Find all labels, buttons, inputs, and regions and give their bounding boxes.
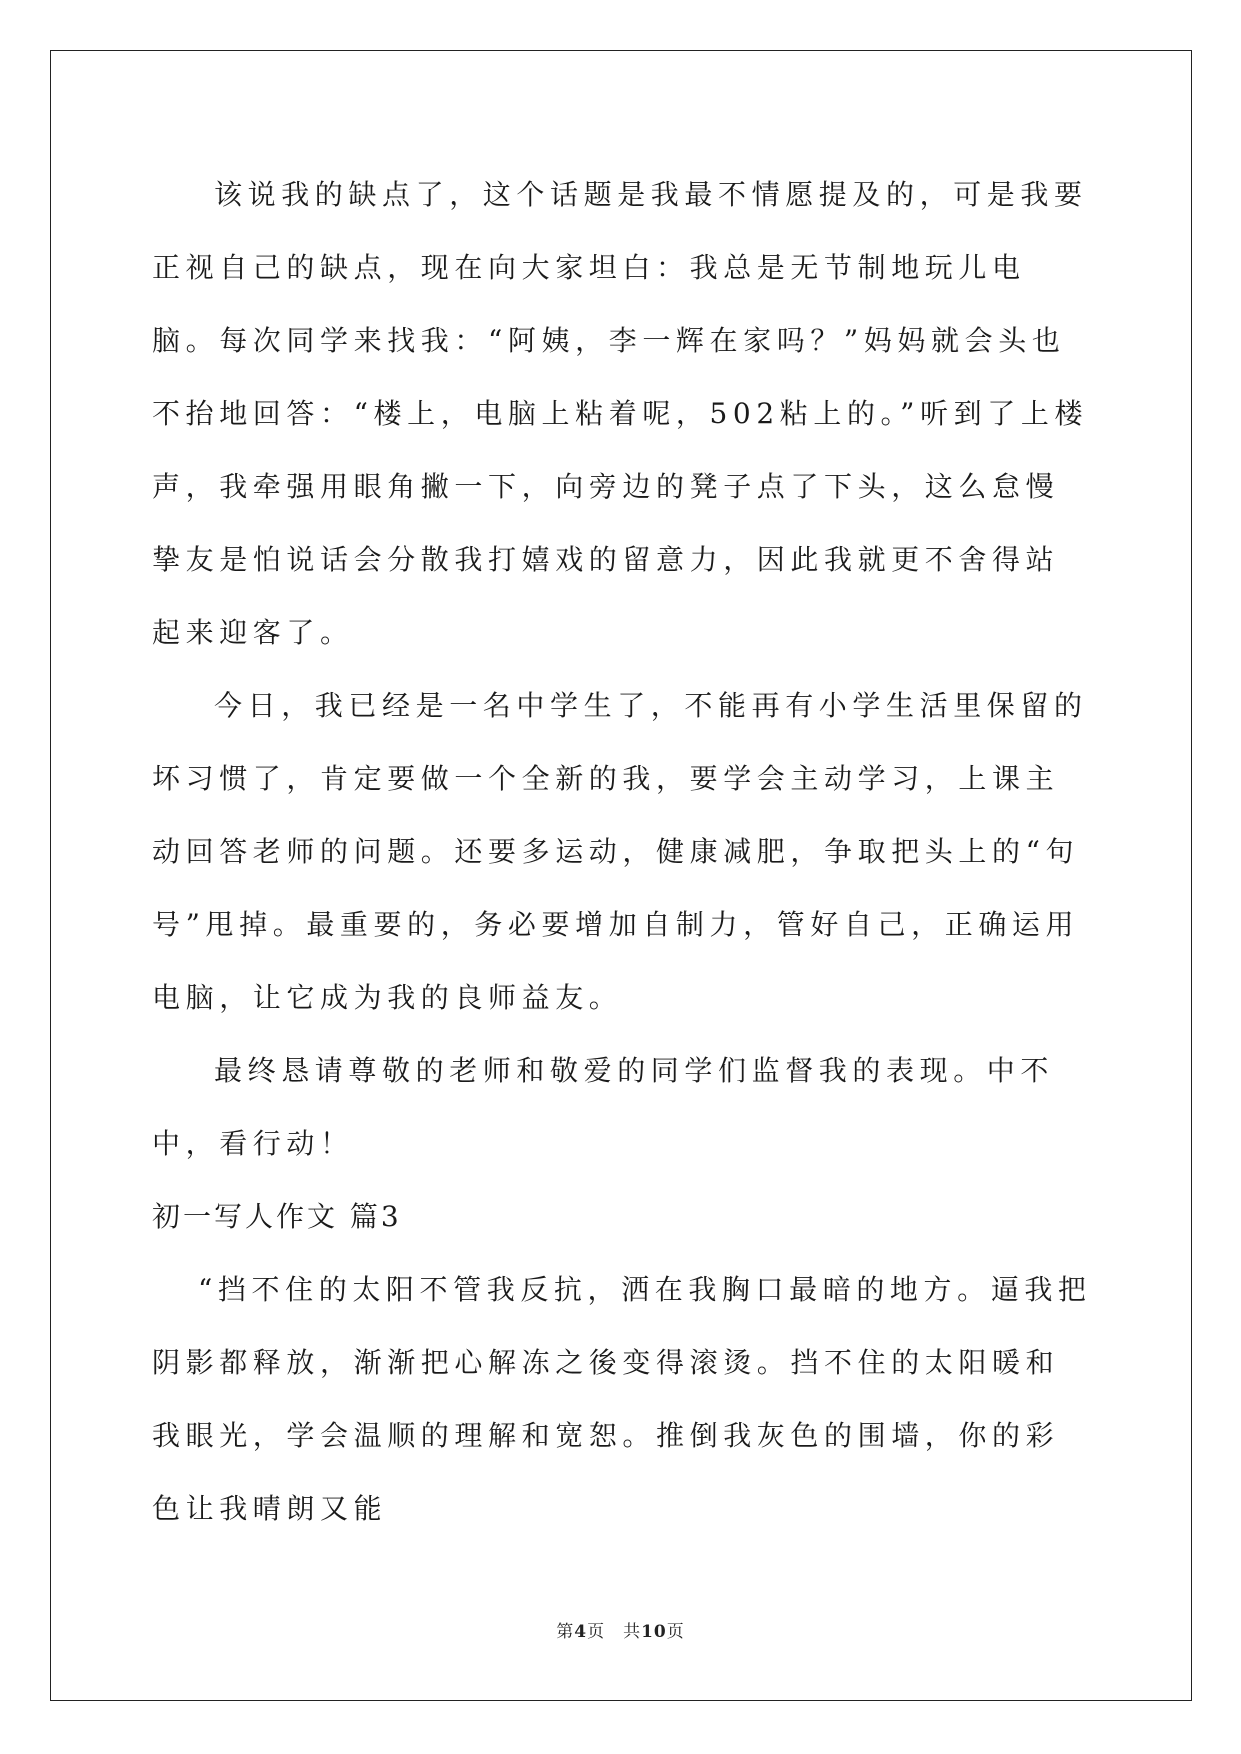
page-footer [0, 1617, 1241, 1642]
footer-total-pages: 10 [641, 1622, 667, 1642]
footer-prefix: 第 [556, 1622, 575, 1642]
footer-page-number: 4 [574, 1622, 588, 1642]
paragraph-1: 该说我的缺点了，这个话题是我最不情愿提及的，可是我要正视自己的缺点，现在向大家坦白：我总是无节制地玩儿电脑。每次同学来找我：“阿姨，李一辉在家吗？”妈妈就会头也不抬地回答：“楼上，电脑上粘着呢，502粘上的。”听到了上楼声，我牵强用眼角撇一下，向旁边的凳子点了下头，这么怠慢挚友是怕说话会分散我打嬉戏的留意力，因此我就更不舍得站起来迎客了。 [152, 178, 1089, 649]
paragraph-4: “挡不住的太阳不管我反抗，洒在我胸口最暗的地方。逼我把阴影都释放，渐渐把心解冻之後变得滚烫。挡不住的太阳暖和我眼光，学会温顺的理解和宽恕。推倒我灰色的围墙，你的彩色让我晴朗又能 [152, 1273, 1092, 1525]
paragraph-3: 最终恳请尊敬的老师和敬爱的同学们监督我的表现。中不中，看行动！ [152, 1054, 1055, 1160]
footer-suffix: 页 [666, 1622, 685, 1642]
section-heading: 初一写人作文 篇3 [152, 1200, 402, 1233]
document-body [152, 158, 1092, 1545]
paragraph-2: 今日，我已经是一名中学生了，不能再有小学生活里保留的坏习惯了，肯定要做一个全新的我，要学会主动学习，上课主动回答老师的问题。还要多运动，健康减肥，争取把头上的“句号”甩掉。最重要的，务必要增加自制力，管好自己，正确运用电脑，让它成为我的良师益友。 [152, 689, 1088, 1014]
footer-middle: 页 共 [587, 1622, 642, 1642]
